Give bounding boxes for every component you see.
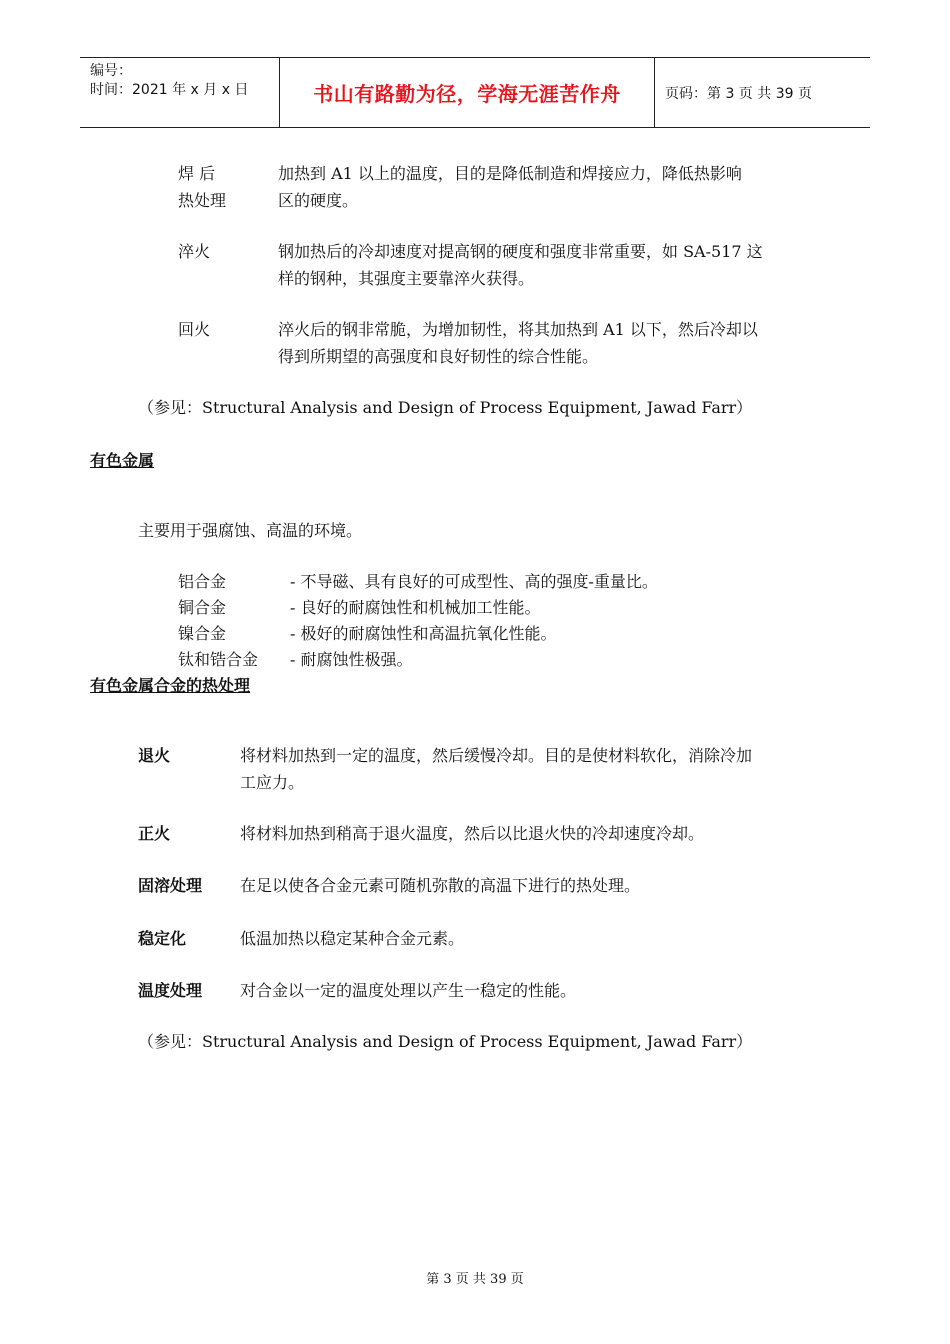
reference-1: （参见：Structural Analysis and Design of Process Equipment, Jawad Farr） [138, 398, 753, 417]
nonferrous-intro: 主要用于强腐蚀、高温的环境。 [138, 521, 363, 540]
doc-date-label: 时间：2021 年 x 月 x 日 [90, 82, 249, 98]
def-solution-treatment: 在足以使各合金元素可随机弥散的高温下进行的热处理。 [240, 876, 641, 895]
alloy-desc: - 不导磁、具有良好的可成型性、高的强度-重量比。 [290, 572, 658, 591]
alloy-desc: - 极好的耐腐蚀性和高温抗氧化性能。 [290, 624, 557, 643]
def-anneal-line2: 工应力。 [240, 773, 305, 792]
term-normalize: 正火 [138, 824, 171, 843]
def-quench-line2: 样的钢种，其强度主要靠淬火获得。 [278, 269, 535, 288]
page-footer: 第 3 页 共 39 页 [426, 1272, 524, 1287]
term-post-weld-line1: 焊 后 [178, 164, 216, 183]
def-normalize: 将材料加热到稍高于退火温度，然后以比退火快的冷却速度冷却。 [240, 824, 705, 843]
def-temperature-treatment: 对合金以一定的温度处理以产生一稳定的性能。 [240, 981, 577, 1000]
term-stabilize: 稳定化 [138, 929, 187, 948]
header-meta [80, 58, 280, 127]
alloy-name: 钛和锆合金 [178, 650, 259, 669]
alloy-desc: - 良好的耐腐蚀性和机械加工性能。 [290, 598, 541, 617]
alloy-name: 铜合金 [178, 598, 227, 617]
term-post-weld-line2: 热处理 [178, 191, 227, 210]
heading-alloy-heat-treatment: 有色金属合金的热处理 [90, 676, 251, 695]
heading-nonferrous: 有色金属 [90, 451, 155, 470]
def-quench-line1: 钢加热后的冷却速度对提高钢的硬度和强度非常重要，如 SA-517 这 [278, 242, 763, 261]
term-solution-treatment: 固溶处理 [138, 876, 203, 895]
header-page-label: 页码：第 3 页 共 39 页 [665, 85, 812, 102]
def-temper-line2: 得到所期望的高强度和良好韧性的综合性能。 [278, 347, 599, 366]
def-post-weld-line2: 区的硬度。 [278, 191, 359, 210]
alloy-desc: - 耐腐蚀性极强。 [290, 650, 413, 669]
def-post-weld-line1: 加热到 A1 以上的温度，目的是降低制造和焊接应力，降低热影响 [278, 164, 742, 183]
def-anneal-line1: 将材料加热到一定的温度，然后缓慢冷却。目的是使材料软化，消除冷加 [240, 746, 753, 765]
reference-2: （参见：Structural Analysis and Design of Process Equipment, Jawad Farr） [138, 1032, 753, 1051]
term-temper: 回火 [178, 320, 211, 339]
doc-number-label: 编号： [90, 63, 132, 79]
def-stabilize: 低温加热以稳定某种合金元素。 [240, 929, 465, 948]
header-motto: 书山有路勤为径，学海无涯苦作舟 [280, 58, 655, 127]
def-temper-line1: 淬火后的钢非常脆，为增加韧性，将其加热到 A1 以下，然后冷却以 [278, 320, 758, 339]
term-anneal: 退火 [138, 746, 171, 765]
term-quench: 淬火 [178, 242, 211, 261]
alloy-name: 镍合金 [178, 624, 227, 643]
page-header [80, 57, 870, 128]
alloy-name: 铝合金 [178, 572, 227, 591]
term-temperature-treatment: 温度处理 [138, 981, 203, 1000]
